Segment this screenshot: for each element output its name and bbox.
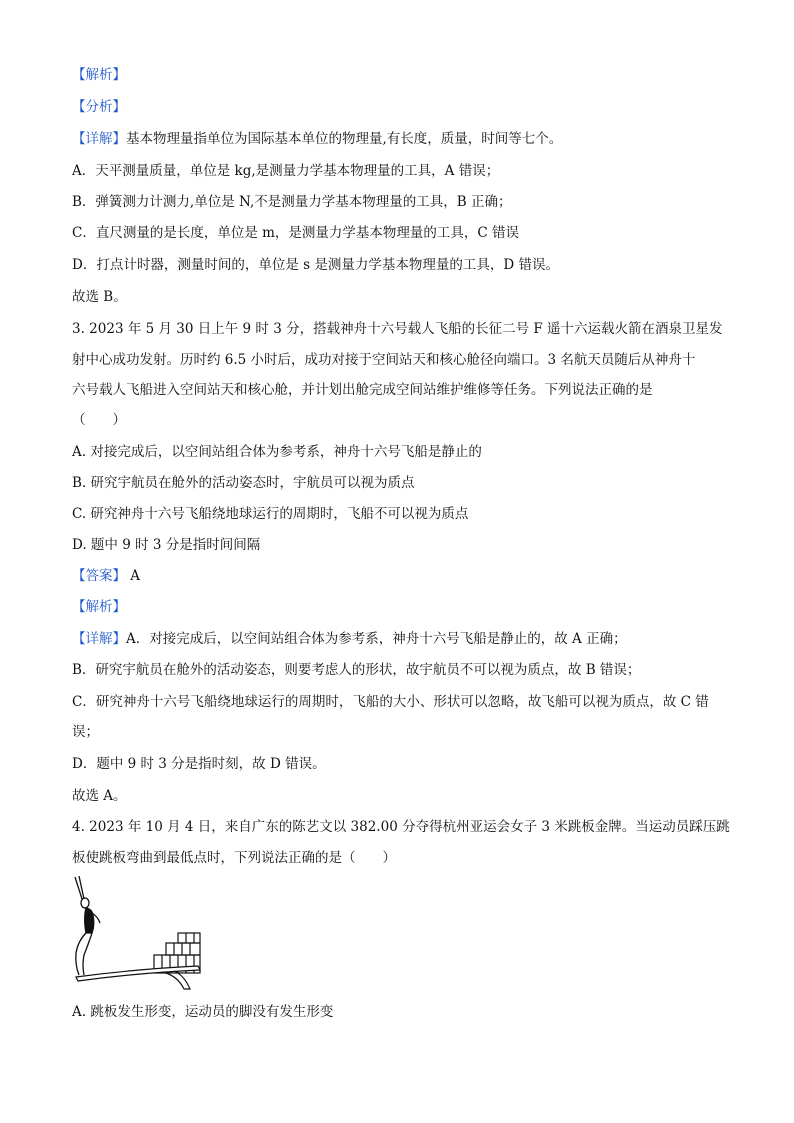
- q2-conclusion: 故选 B。: [72, 289, 127, 305]
- q2-solution-c: C．直尺测量的是长度，单位是 m，是测量力学基本物理量的工具，C 错误: [72, 225, 520, 241]
- detail-line-q2: [72, 130, 562, 148]
- fenxi-header-q2: 【分析】: [72, 99, 126, 115]
- detail-header-q2: 【详解】: [72, 131, 126, 147]
- q3-option-c: C. 研究神舟十六号飞船绕地球运行的周期时，飞船不可以视为质点: [72, 506, 469, 522]
- detail-header-q3: 【详解】: [72, 631, 126, 647]
- q2-solution-a: A．天平测量质量，单位是 kg,是测量力学基本物理量的工具，A 错误；: [72, 163, 500, 179]
- q4-stem-line1: 4. 2023 年 10 月 4 日，来自广东的陈艺文以 382.00 分夺得杭州亚运会女子 3 米跳板金牌。当运动员踩压跳: [72, 819, 730, 835]
- q3-stem-line4: （ ）: [72, 412, 126, 428]
- q3-detail-c1: C．研究神舟十六号飞船绕地球运行的周期时，飞船的大小、形状可以忽略，故飞船可以视为质点，故 C 错: [72, 694, 709, 710]
- q3-answer-line: [72, 567, 140, 585]
- q3-stem-line1: 3. 2023 年 5 月 30 日上午 9 时 3 分，搭载神舟十六号载人飞船的长征二号 F 遥十六运载火箭在酒泉卫星发: [72, 321, 723, 337]
- q3-detail-b: B．研究宇航员在舱外的活动姿态，则要考虑人的形状，故宇航员不可以视为质点，故 B 错误；: [72, 662, 641, 678]
- q3-option-b: B. 研究宇航员在舱外的活动姿态时，宇航员可以视为质点: [72, 475, 415, 491]
- q2-solution-b: B．弹簧测力计测力,单位是 N,不是测量力学基本物理量的工具，B 正确；: [72, 194, 512, 210]
- analysis-header-q2: 【解析】: [72, 67, 126, 83]
- q3-conclusion: 故选 A。: [72, 788, 127, 804]
- board-support: [166, 971, 190, 989]
- q4-option-a: A. 跳板发生形变，运动员的脚没有发生形变: [72, 1004, 334, 1020]
- diving-board-figure: [66, 873, 216, 998]
- q3-detail-a: A．对接完成后，以空间站组合体为参考系，神舟十六号飞船是静止的，故 A 正确；: [126, 631, 627, 647]
- detail-text-q2: 基本物理量指单位为国际基本单位的物理量,有长度，质量，时间等七个。: [126, 131, 563, 147]
- q3-answer-value: A: [126, 568, 141, 584]
- q3-detail-c2: 误；: [72, 724, 99, 740]
- q3-stem-line3: 六号载人飞船进入空间站天和核心舱，并计划出舱完成空间站维护维修等任务。下列说法正确的是: [72, 382, 653, 398]
- q4-stem-line2: 板使跳板弯曲到最低点时，下列说法正确的是（ ）: [72, 850, 396, 866]
- diver-figure: [75, 876, 100, 975]
- q3-option-d: D. 题中 9 时 3 分是指时间间隔: [72, 537, 261, 553]
- q3-stem-line2: 射中心成功发射。历时约 6.5 小时后，成功对接于空间站天和核心舱径向端口。3 名航天员随后从神舟十: [72, 352, 696, 368]
- q3-detail-a-line: [72, 630, 627, 648]
- q2-solution-d: D．打点计时器，测量时间的，单位是 s 是测量力学基本物理量的工具，D 错误。: [72, 257, 559, 273]
- q3-detail-d: D．题中 9 时 3 分是指时刻，故 D 错误。: [72, 756, 326, 772]
- analysis-header-q3: 【解析】: [72, 599, 126, 615]
- answer-header-q3: 【答案】: [72, 568, 126, 584]
- q3-option-a: A. 对接完成后，以空间站组合体为参考系，神舟十六号飞船是静止的: [72, 444, 482, 460]
